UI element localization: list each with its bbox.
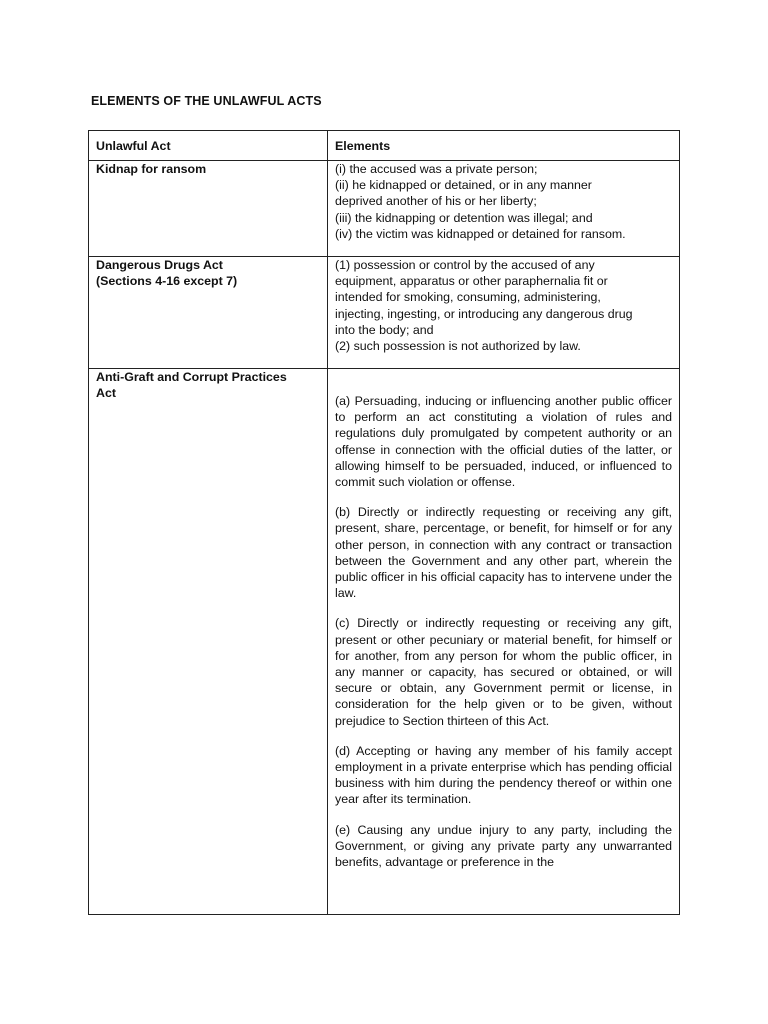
table-row [89,257,680,369]
act-name-line: Anti-Graft and Corrupt Practices [96,370,287,384]
elements-cell [328,369,680,915]
header-elements: Elements [328,131,680,161]
elements-cell [328,257,680,369]
element-paragraph-b: (b) Directly or indirectly requesting or receiving any gift, present, share, percentage, or benefit, for himself or for any other person, in connection with any contract or transaction between the Government and any other part, wherein the public officer in his official capacity has to intervene under the law. [335,505,672,601]
act-name-line: Kidnap for ransom [96,162,207,176]
element-line: (iv) the victim was kidnapped or detained for ransom. [335,226,626,241]
element-line: (1) possession or control by the accused of any [335,258,595,272]
act-name-line: Dangerous Drugs Act [96,258,223,272]
element-line: (i) the accused was a private person; [335,162,538,176]
element-line: injecting, ingesting, or introducing any dangerous drug [335,306,633,321]
element-line: (2) such possession is not authorized by law. [335,339,581,354]
header-unlawful-act: Unlawful Act [89,131,328,161]
elements-paragraphs [335,393,672,908]
table-row [89,369,680,915]
element-line: (iii) the kidnapping or detention was illegal; and [335,210,593,225]
act-name-line: (Sections 4-16 except 7) [96,274,238,289]
element-line: deprived another of his or her liberty; [335,194,537,209]
element-paragraph-a: (a) Persuading, inducing or influencing another public officer to perform an act constituting a violation of rules and regulations duly promulgated by competent authority or an offense in connection with the official duties of the latter, or allowing himself to be persuaded, induced, or influenced to commit such violation or offense. [335,394,672,490]
element-paragraph-d: (d) Accepting or having any member of his family accept employment in a private enterprise which has pending official business with him during the pendency thereof or within one year after its termination. [335,743,672,807]
table-row [89,161,680,257]
element-line: into the body; and [335,322,434,337]
element-paragraph-e: (e) Causing any undue injury to any party, including the Government, or giving any private party any unwarranted benefits, advantage or preference in the [335,822,672,870]
act-name-cell [89,257,328,369]
element-line: equipment, apparatus or other paraphernalia fit or [335,274,608,289]
unlawful-acts-table [88,130,680,915]
act-name-cell [89,369,328,915]
table-header-row [89,131,680,161]
elements-cell [328,161,680,257]
element-paragraph-c: (c) Directly or indirectly requesting or receiving any gift, present or other pecuniary or material benefit, for himself or for another, from any person for whom the public officer, in any manner or capacity, has secured or obtained, or will secure or obtain, any Government permit or license, in consideration for the help given or to be given, without prejudice to Section thirteen of this Act. [335,616,672,728]
element-line: (ii) he kidnapped or detained, or in any manner [335,178,592,193]
element-line: intended for smoking, consuming, administering, [335,290,601,305]
document-title: ELEMENTS OF THE UNLAWFUL ACTS [91,94,322,108]
act-name-cell [89,161,328,257]
act-name-line: Act [96,386,116,401]
